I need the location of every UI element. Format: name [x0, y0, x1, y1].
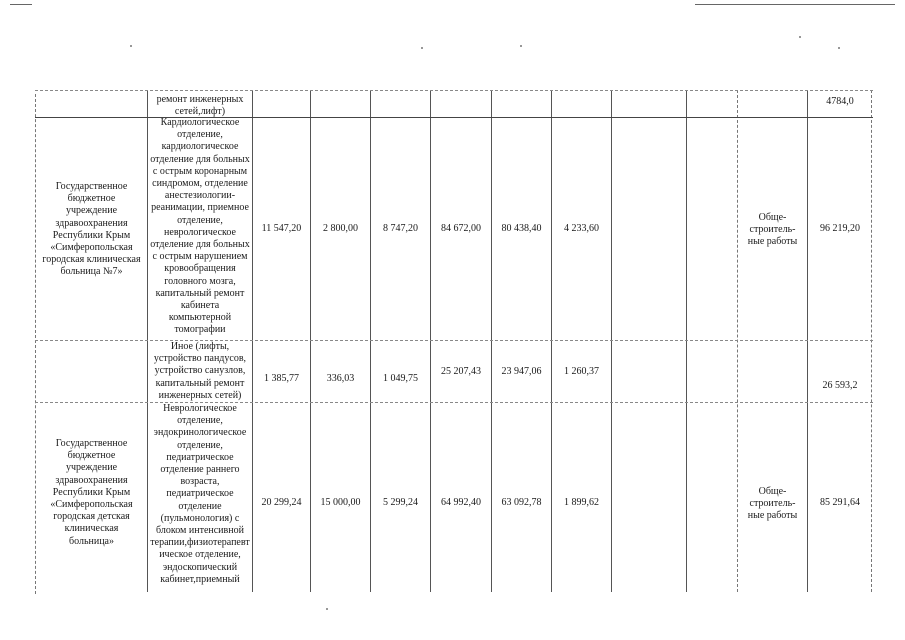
row3-institution: Государственное бюджетное учреждение здравоохранения Республики Крым «Симферопольская городская детская клиническая больница»	[50, 438, 133, 547]
col-line	[310, 90, 311, 592]
row1-value-5: 80 438,40	[501, 223, 542, 234]
row2-value-6: 1 260,37	[564, 366, 599, 377]
col-line	[252, 90, 253, 592]
row1-value-4: 84 672,00	[441, 223, 481, 234]
row1-value-3: 8 747,20	[383, 223, 418, 234]
row3-value-3: 5 299,24	[383, 497, 418, 508]
row2-value-4: 25 207,43	[441, 366, 481, 377]
top-row-total: 4784,0	[826, 96, 854, 107]
col-line	[491, 90, 492, 592]
row1-value-1: 11 547,20	[261, 223, 302, 234]
row2-value-3: 1 049,75	[383, 373, 418, 384]
row1-value-6: 4 233,60	[564, 223, 599, 234]
row3-work-type: Обще- строитель- ные работы	[747, 486, 798, 522]
row2-description: Иное (лифты, устройство пандусов, устройство санузлов, капитальный ремонт инженерных сетей)	[153, 341, 247, 401]
row-line	[35, 90, 873, 91]
row3-description: Неврологическое отделение, эндокринологическое отделение, педиатрическое отделение раннего возраста, педиатрическое отделение (пульмонология) с блоком интенсивной терапии,физиотерапевт ическое отделение, эндоскопический кабинет,приемный	[150, 403, 250, 585]
row3-value-2: 15 000,00	[320, 497, 361, 508]
row3-value-1: 20 299,24	[261, 497, 302, 508]
row1-description: Кардиологическое отделение, кардиологическое отделение для больных с острым коронарным синдромом, отделение анестезиологии- реанимации, приемное отделение, неврологическое отделение для больных с острым нарушением кровообращения головного мозга, капитальный ремонт кабинета компьютерной томографии	[150, 117, 250, 336]
col-line	[871, 90, 872, 592]
row2-value-5: 23 947,06	[501, 366, 542, 377]
row1-total: 96 219,20	[820, 223, 860, 234]
row3-value-5: 63 092,78	[501, 497, 542, 508]
col-line	[370, 90, 371, 592]
col-line	[551, 90, 552, 592]
row2-total: 26 593,2	[822, 380, 858, 391]
col-line	[686, 90, 687, 592]
row3-total: 85 291,64	[820, 497, 860, 508]
col-line	[807, 90, 808, 592]
top-row-description: ремонт инженерных сетей,лифт)	[156, 94, 244, 118]
row2-value-1: 1 385,77	[264, 373, 299, 384]
row1-work-type: Обще- строитель- ные работы	[747, 212, 798, 248]
row3-value-4: 64 992,40	[441, 497, 481, 508]
col-line	[611, 90, 612, 592]
row1-institution: Государственное бюджетное учреждение здравоохранения Республики Крым «Симферопольская городская клиническая больница №7»	[42, 181, 141, 278]
row3-value-6: 1 899,62	[564, 497, 599, 508]
col-line	[430, 90, 431, 592]
row1-value-2: 2 800,00	[323, 223, 358, 234]
row2-value-2: 336,03	[326, 373, 355, 384]
